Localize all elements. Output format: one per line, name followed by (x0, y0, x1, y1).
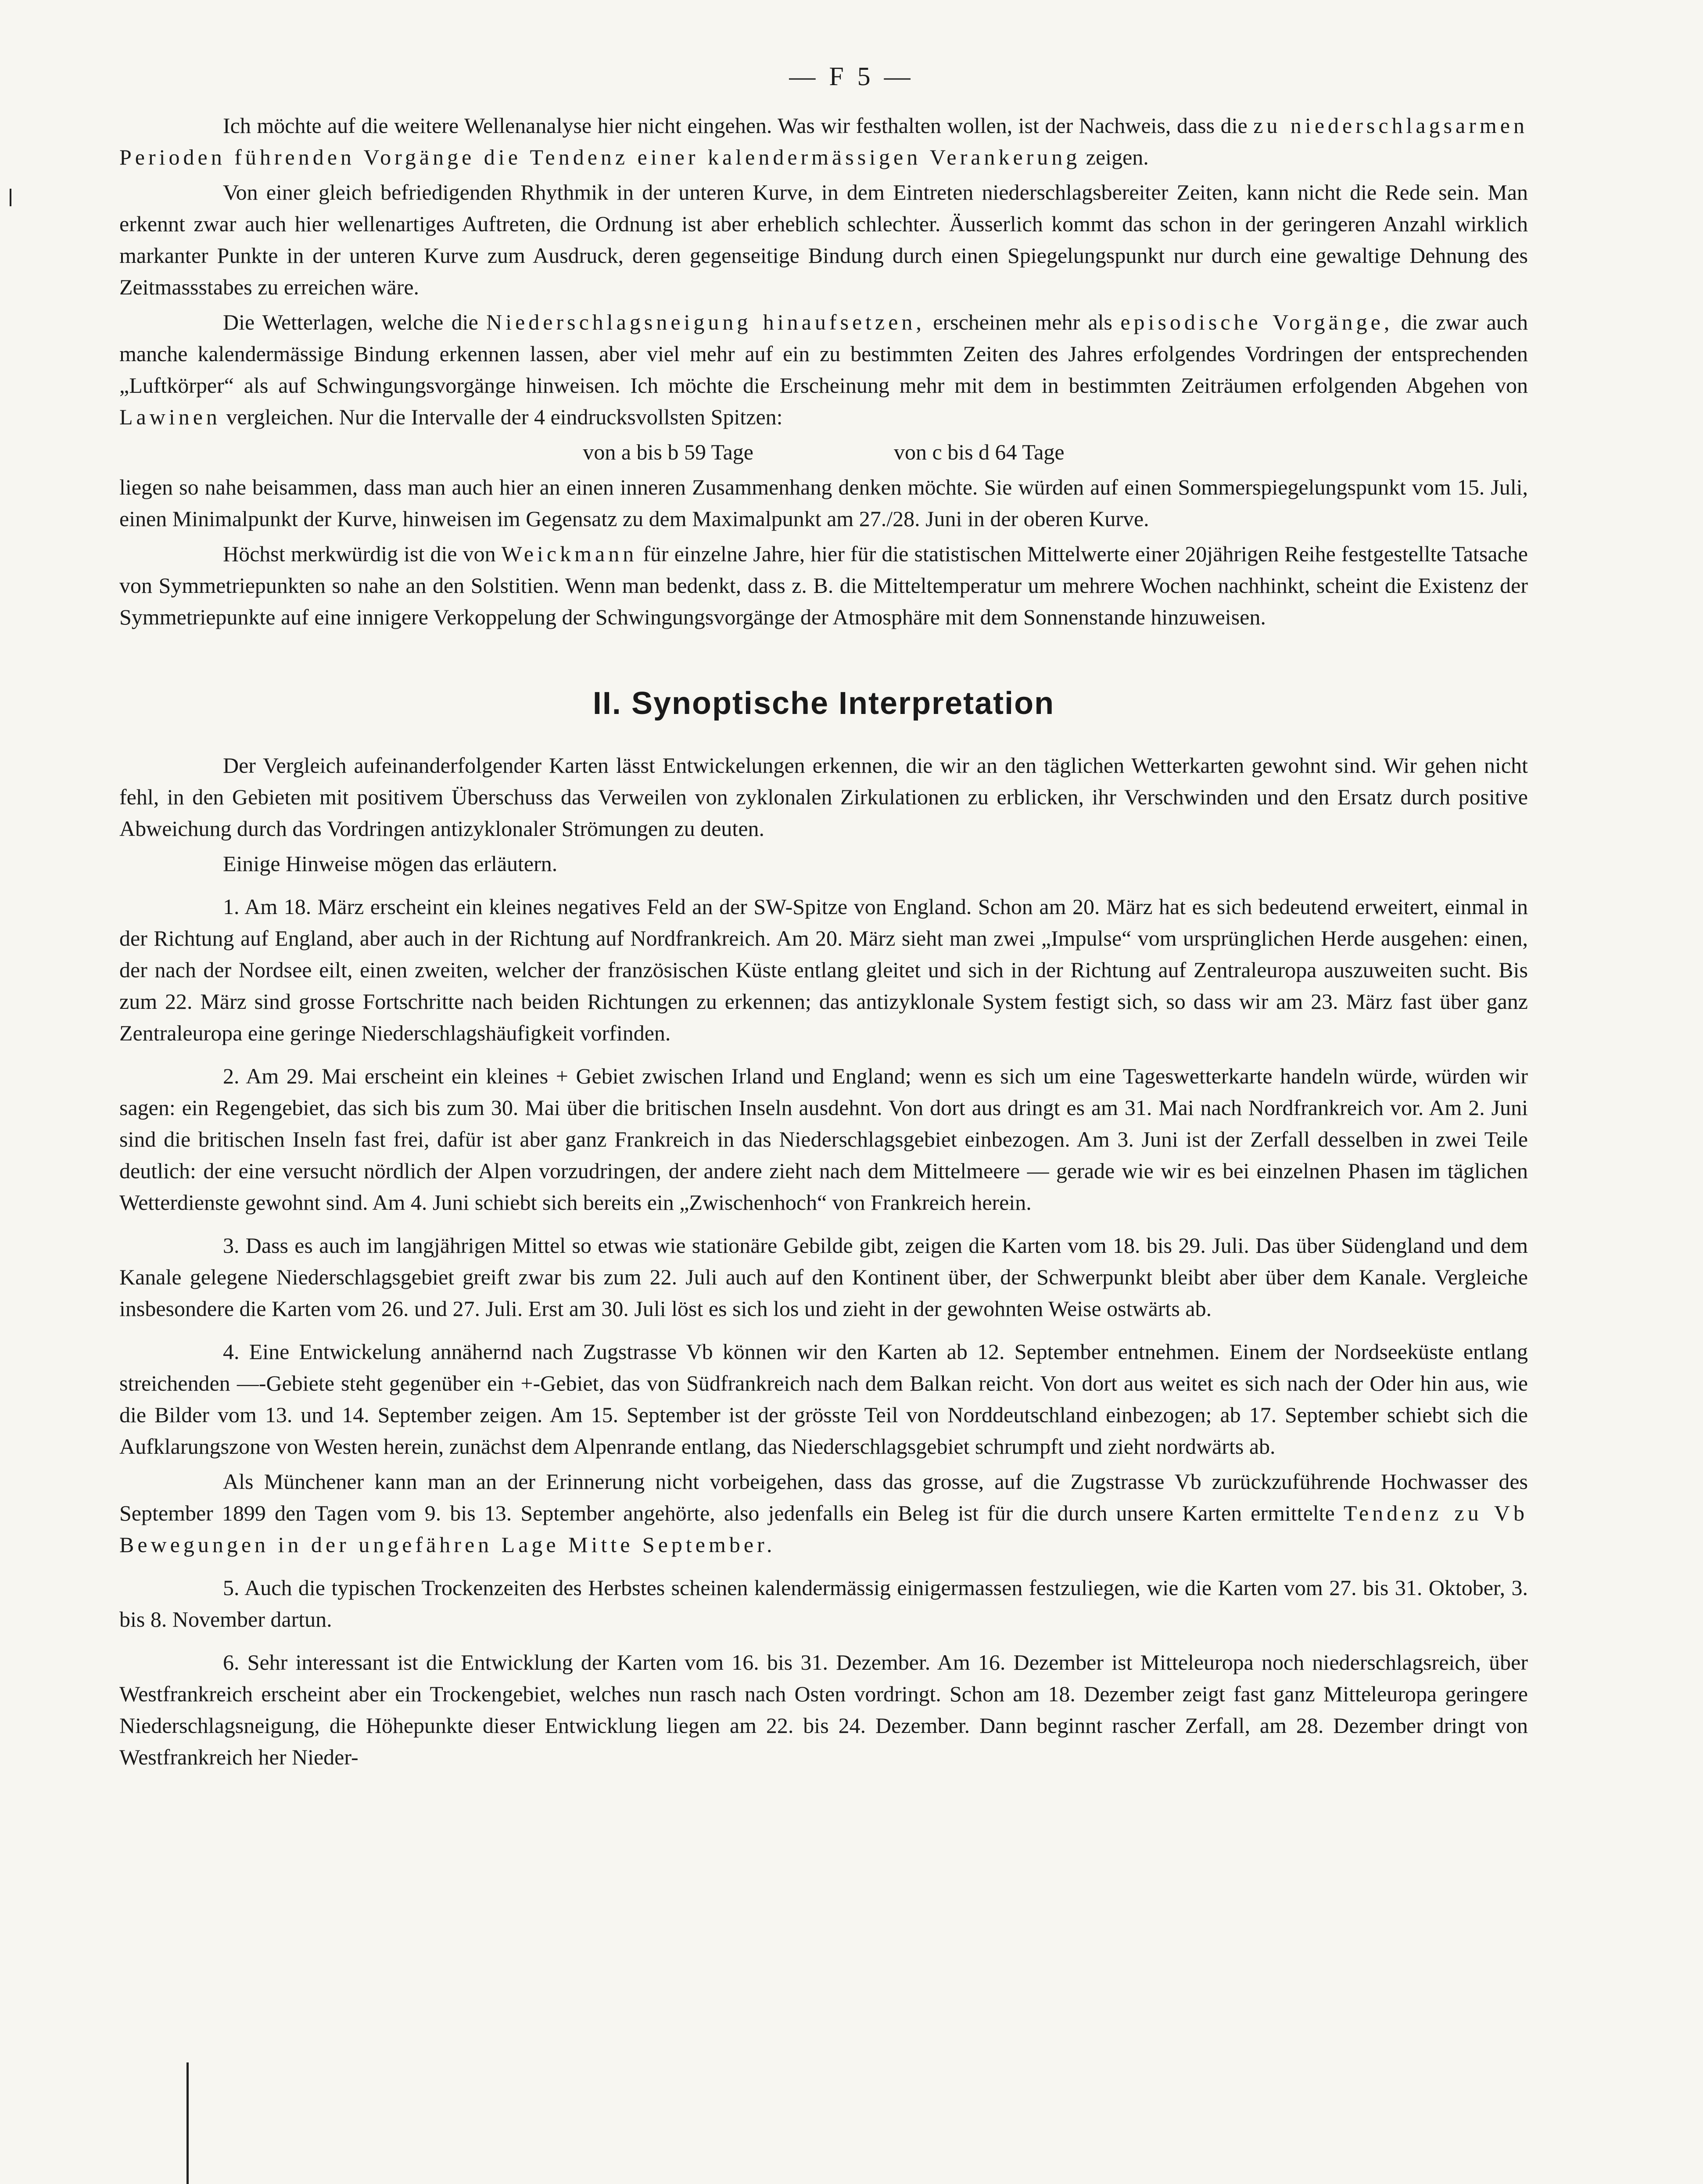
paragraph-item-4: 4. Eine Entwickelung annähernd nach Zugstrasse Vb können wir den Karten ab 12. September entnehmen. Einem der Nordseeküste entlang streichenden —-Gebiete steht gegenüber ein +-Gebiet, das von Südfrankreich nach dem Balkan reicht. Von dort aus weitet es sich nach der Oder hin aus, wie die Bilder vom 13. und 14. September zeigen. Am 15. September ist der grösste Teil von Norddeutschland einbezogen; ab 17. September schiebt sich die Aufklarungszone von Westen herein, zunächst dem Alpenrande entlang, das Niederschlagsgebiet schrumpft und zieht nordwärts ab. (119, 1339, 1528, 1459)
paragraph-munich-flood: Als Münchener kann man an der Erinnerung nicht vorbeigehen, dass das grosse, auf die Zugstrasse Vb zurückzuführende Hochwasser des September 1899 den Tagen vom 9. bis 13. September angehörte, also jedenfalls ein Beleg ist für die durch unsere Karten ermittelte Tendenz zu Vb Bewegungen in der ungefähren Lage Mitte September. (119, 1469, 1528, 1557)
paragraph-item-2: 2. Am 29. Mai erscheint ein kleines + Gebiet zwischen Irland und England; wenn es sich um eine Tageswetterkarte handeln würde, würden wir sagen: ein Regengebiet, das sich bis zum 30. Mai über die britischen Inseln ausdehnt. Von dort aus dringt es am 31. Mai nach Nordfrankreich vor. Am 2. Juni sind die britischen Inseln fast frei, dafür ist aber ganz Frankreich in das Niederschlagsgebiet einbezogen. Am 3. Juni ist der Zerfall desselben in zwei Teile deutlich: der eine versucht nördlich der Alpen vorzudringen, der andere zieht nach dem Mittelmeere — gerade wie wir es bei einzelnen Phasen im täglichen Wetterdienste gewohnt sind. Am 4. Juni schiebt sich bereits ein „Zwischenhoch“ von Frankreich herein. (119, 1064, 1528, 1215)
spaced-emphasis: Niederschlagsneigung hinaufsetzen, (486, 310, 925, 334)
spaced-emphasis: zu niederschlagsarmen Perioden führenden Vorgänge die Tendenz einer kalendermässigen Verankerung (119, 113, 1528, 169)
page-body (119, 110, 1528, 1776)
paragraph-item-6: 6. Sehr interessant ist die Entwicklung der Karten vom 16. bis 31. Dezember. Am 16. Dezember ist Mitteleuropa noch niederschlagsreich, über Westfrankreich erscheint aber ein Trockengebiet, welches nun rasch nach Osten vordringt. Schon am 18. Dezember zeigt fast ganz Mitteleuropa geringere Niederschlagsneigung, die Höhepunkte dieser Entwicklung liegen am 22. bis 24. Dezember. Dann beginnt rascher Zerfall, am 28. Dezember dringt von Westfrankreich her Nieder- (119, 1650, 1528, 1769)
paragraph-wave-analysis: Ich möchte auf die weitere Wellenanalyse hier nicht eingehen. Was wir festhalten wollen, ist der Nachweis, dass die zu niederschlagsarmen Perioden führenden Vorgänge die Tendenz einer kalendermässigen Verankerung zeigen. (119, 113, 1528, 169)
paragraph-hints: Einige Hinweise mögen das erläutern. (223, 851, 558, 876)
page-number: — F 5 — (789, 62, 914, 91)
margin-mark (186, 2062, 189, 2184)
paragraph-weather-situations: Die Wetterlagen, welche die Niederschlagsneigung hinaufsetzen, erscheinen mehr als episodische Vorgänge, die zwar auch manche kalendermässige Bindung erkennen lassen, aber viel mehr auf ein zu bestimmten Zeiten des Jahres erfolgendes Vordringen der entsprechenden „Luftkörper“ als auf Schwingungsvorgänge hinweisen. Ich möchte die Erscheinung mehr mit dem in bestimmten Zeiträumen erfolgenden Abgehen von Lawinen vergleichen. Nur die Intervalle der 4 eindrucksvollsten Spitzen: (119, 310, 1528, 429)
spaced-emphasis: Tendenz zu Vb Bewegungen in der ungefähren Lage Mitte September. (119, 1501, 1528, 1557)
paragraph-item-1: 1. Am 18. März erscheint ein kleines negatives Feld an der SW-Spitze von England. Schon am 20. März hat es sich bedeutend erweitert, einmal in der Richtung auf England, aber auch in der Richtung auf Nordfrankreich. Am 20. März sieht man zwei „Impulse“ vom ursprünglichen Herde ausgehen: einen, der nach der Nordsee eilt, einen zweiten, welcher der französischen Küste entlang gleitet und sich in der Richtung auf Zentraleuropa auszuweiten sucht. Bis zum 22. März sind grosse Fortschritte nach beiden Richtungen zu erkennen; das antizyklonale System festigt sich, so dass wir am 23. März fast über ganz Zentraleuropa eine geringe Niederschlagshäufigkeit vorfinden. (119, 894, 1528, 1045)
interval-a-b: von a bis b 59 Tage (583, 440, 753, 464)
paragraph-synoptic-intro: Der Vergleich aufeinanderfolgender Karten lässt Entwickelungen erkennen, die wir an den täglichen Wetterkarten gewohnt sind. Wir gehen nicht fehl, in den Gebieten mit positivem Überschuss das Verweilen von zyklonalen Zirkulationen zu erblicken, ihr Verschwinden und den Ersatz durch positive Abweichung durch das Vordringen antizyklonaler Strömungen zu deuten. (119, 753, 1528, 841)
spaced-emphasis: episodische Vorgänge, (1120, 310, 1393, 334)
paragraph-item-3: 3. Dass es auch im langjährigen Mittel so etwas wie stationäre Gebilde gibt, zeigen die Karten vom 18. bis 29. Juli. Das über Südengland und dem Kanale gelegene Niederschlagsgebiet greift zwar bis zum 22. Juli auch auf den Kontinent über, der Schwerpunkt bleibt aber über dem Kanale. Vergleiche insbesondere die Karten vom 26. und 27. Juli. Erst am 30. Juli löst es sich los und zieht in der gewohnten Weise ostwärts ab. (119, 1233, 1528, 1321)
interval-c-d: von c bis d 64 Tage (894, 440, 1065, 464)
paragraph-item-5: 5. Auch die typischen Trockenzeiten des Herbstes scheinen kalendermässig einigermassen festzuliegen, wie die Karten vom 27. bis 31. Oktober, 3. bis 8. November dartun. (119, 1575, 1528, 1632)
paragraph-intervals-continued: liegen so nahe beisammen, dass man auch hier an einen inneren Zusammenhang denken möchte. Sie würden auf einen Sommerspiegelungspunkt vom 15. Juli, einen Minimalpunkt der Kurve, hinweisen im Gegensatz zu dem Maximalpunkt am 27./28. Juni in der oberen Kurve. (119, 475, 1528, 531)
intervals-line (119, 436, 1528, 468)
paragraph-symmetry-points: Höchst merkwürdig ist die von Weickmann für einzelne Jahre, hier für die statistischen Mittelwerte einer 20jährigen Reihe festgestellte Tatsache von Symmetriepunkten so nahe an den Solstitien. Wenn man bedenkt, dass z. B. die Mitteltemperatur um mehrere Wochen nachhinkt, scheint die Existenz der Symmetriepunkte auf eine innigere Verkoppelung der Schwingungsvorgänge der Atmosphäre mit dem Sonnenstande hinzuweisen. (119, 542, 1528, 629)
margin-mark (10, 189, 11, 206)
spaced-emphasis: Weickmann (501, 542, 638, 566)
paragraph-rhythmics: Von einer gleich befriedigenden Rhythmik in der unteren Kurve, in dem Eintreten niederschlagsbereiter Zeiten, kann nicht die Rede sein. Man erkennt zwar auch hier wellenartiges Auftreten, die Ordnung ist aber erheblich schlechter. Äusserlich kommt das schon in der geringeren Anzahl wirklich markanter Punkte in der unteren Kurve zum Ausdruck, deren gegenseitige Bindung durch einen Spiegelungspunkt nur durch eine gewaltige Dehnung des Zeitmassstabes zu erreichen wäre. (119, 180, 1528, 299)
spaced-emphasis: Lawinen (119, 405, 221, 429)
section-heading: II. Synoptische Interpretation (592, 686, 1055, 721)
